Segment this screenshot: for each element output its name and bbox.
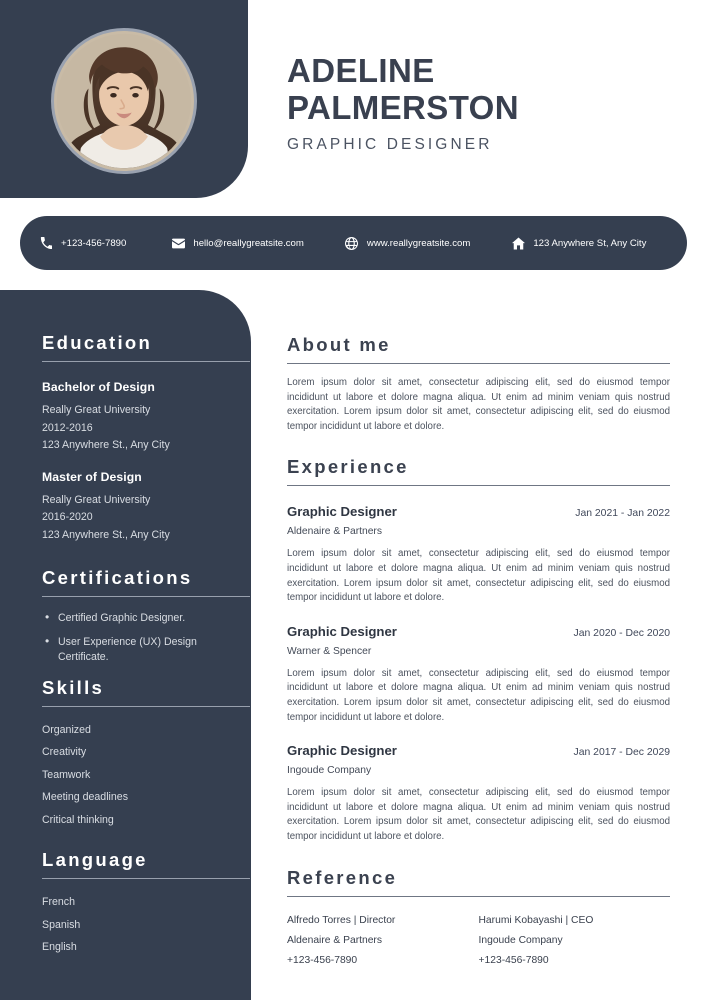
divider: [42, 361, 250, 362]
experience-entry: [287, 743, 670, 844]
divider: [287, 896, 670, 897]
list-item: Critical thinking: [42, 813, 114, 826]
main-content: [287, 0, 670, 971]
reference-phone: +123-456-7890: [478, 954, 549, 966]
envelope-icon: [170, 235, 186, 251]
job-role: Graphic Designer: [287, 504, 397, 520]
phone-icon: [38, 235, 54, 251]
job-date: Jan 2020 - Dec 2020: [573, 627, 670, 639]
reference-company: Ingoude Company: [478, 934, 563, 946]
section-certifications: [42, 567, 250, 666]
education-degree: Bachelor of Design: [42, 380, 155, 394]
list-item: Spanish: [42, 918, 81, 931]
education-years: 2012-2016: [42, 421, 93, 434]
contact-address-text: 123 Anywhere St, Any City: [533, 237, 647, 249]
reference-columns: [287, 911, 670, 971]
reference-company: Aldenaire & Partners: [287, 934, 383, 946]
divider: [42, 596, 250, 597]
language-heading: Language: [42, 849, 148, 870]
contact-email-text: hello@reallygreatsite.com: [193, 237, 304, 249]
experience-entry: [287, 504, 670, 605]
divider: [42, 878, 250, 879]
list-item: Teamwork: [42, 768, 91, 781]
job-date: Jan 2017 - Dec 2029: [573, 747, 670, 759]
job-company: Ingoude Company: [287, 765, 372, 777]
job-title: GRAPHIC DESIGNER: [287, 136, 493, 153]
skills-list: [42, 719, 250, 832]
section-education: [42, 290, 250, 544]
divider: [287, 363, 670, 364]
divider: [287, 485, 670, 486]
last-name: PALMERSTON: [287, 89, 519, 126]
education-address: 123 Anywhere St., Any City: [42, 528, 170, 541]
contact-phone[interactable]: [38, 235, 126, 251]
contact-website-text: www.reallygreatsite.com: [366, 237, 471, 249]
list-item: Creativity: [42, 746, 87, 758]
header-panel: [0, 0, 248, 198]
list-item: French: [42, 896, 75, 908]
first-name: ADELINE: [287, 52, 435, 89]
reference-person: [287, 911, 479, 971]
education-address: 123 Anywhere St., Any City: [42, 439, 170, 451]
avatar: [51, 28, 197, 174]
education-entry: [42, 470, 250, 545]
job-company: Aldenaire & Partners: [287, 526, 383, 538]
section-language: [42, 849, 250, 959]
contact-phone-text: +123-456-7890: [61, 237, 127, 249]
experience-entry: [287, 624, 670, 725]
skills-heading: Skills: [42, 676, 105, 698]
language-list: [42, 891, 250, 959]
education-years: 2016-2020: [42, 511, 93, 523]
job-header: [287, 743, 670, 758]
about-body: Lorem ipsum dolor sit amet, consectetur adipiscing elit, sed do eiusmod tempor incididunt ut labore et dolore magna aliqua. Ut enim ad minim veniam quis nostrud exercitation. Lorem ipsum dolor sit amet, consectetur adipiscing elit, sed do eiusmod tempor incididunt ut labore et dolore.: [287, 377, 670, 432]
section-skills: [42, 677, 250, 832]
reference-name-role: Alfredo Torres | Director: [287, 914, 396, 926]
job-role: Graphic Designer: [287, 743, 397, 759]
list-item: Organized: [42, 723, 91, 736]
reference-name-role: Harumi Kobayashi | CEO: [478, 914, 594, 926]
education-degree: Master of Design: [42, 469, 142, 484]
reference-heading: Reference: [287, 866, 398, 888]
profile-photo-illustration: [54, 31, 194, 171]
about-heading: About me: [287, 334, 391, 355]
job-header: [287, 624, 670, 639]
job-body: Lorem ipsum dolor sit amet, consectetur adipiscing elit, sed do eiusmod tempor incididunt ut labore et dolore magna aliqua. Ut enim ad minim veniam quis nostrud exercitation. Lorem ipsum dolor sit amet, consectetur adipiscing elit, sed do eiusmod tempor incididunt ut labore et dolore.: [287, 667, 670, 723]
sidebar-content: [42, 290, 250, 959]
experience-heading: Experience: [287, 456, 409, 478]
list-item: Meeting deadlines: [42, 791, 128, 803]
job-role: Graphic Designer: [287, 623, 397, 639]
reference-person: [479, 911, 671, 971]
education-school: Really Great University: [42, 404, 151, 416]
list-item: • Certified Graphic Designer.: [42, 611, 250, 627]
job-body: Lorem ipsum dolor sit amet, consectetur adipiscing elit, sed do eiusmod tempor incididunt ut labore et dolore magna aliqua. Ut enim ad minim veniam quis nostrud exercitation. Lorem ipsum dolor sit amet, consectetur adipiscing elit, sed do eiusmod tempor incididunt ut labore et dolore.: [287, 787, 670, 842]
job-company: Warner & Spencer: [287, 645, 372, 657]
sidebar-panel: [0, 290, 251, 1000]
section-experience: [287, 456, 670, 844]
education-school: Really Great University: [42, 493, 151, 506]
divider: [42, 706, 250, 707]
job-header: [287, 504, 670, 519]
certifications-heading: Certifications: [42, 567, 193, 588]
job-body: Lorem ipsum dolor sit amet, consectetur adipiscing elit, sed do eiusmod tempor incididunt ut labore et dolore magna aliqua. Ut enim ad minim veniam quis nostrud exercitation. Lorem ipsum dolor sit amet, consectetur adipiscing elit, sed do eiusmod tempor incididunt ut labore et dolore.: [287, 548, 670, 604]
list-item: English: [42, 941, 77, 953]
education-entry: [42, 380, 250, 455]
contact-email[interactable]: [170, 235, 304, 251]
reference-phone: +123-456-7890: [287, 954, 358, 966]
certifications-list: [42, 611, 250, 666]
education-heading: Education: [42, 332, 153, 353]
list-item: • User Experience (UX) Design Certificate.: [42, 635, 250, 666]
section-reference: [287, 867, 670, 971]
section-about: [287, 334, 670, 434]
job-date: Jan 2021 - Jan 2022: [575, 508, 670, 520]
